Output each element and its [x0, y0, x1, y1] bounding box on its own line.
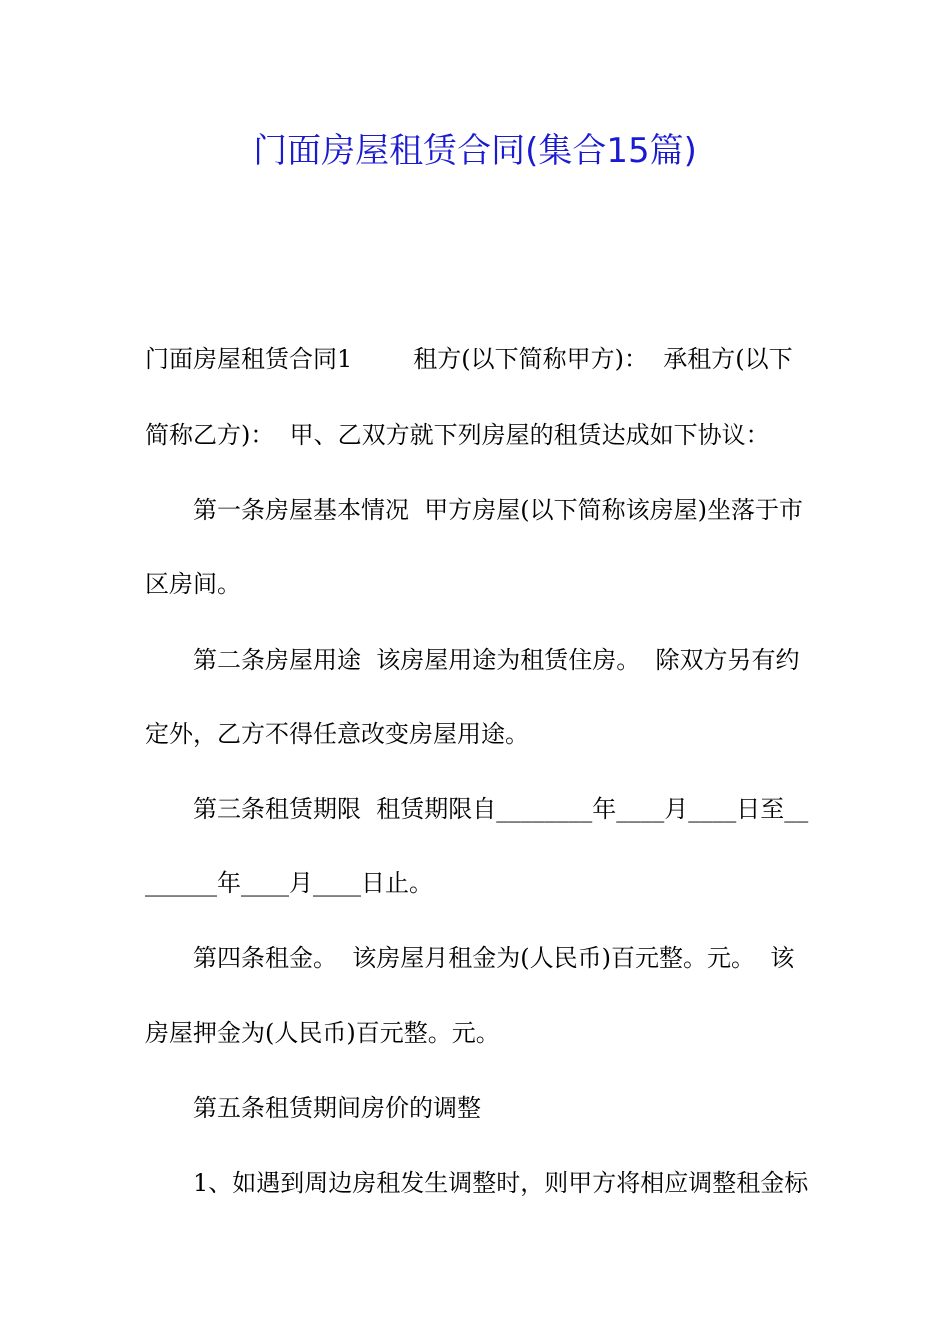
body-line: 定外，乙方不得任意改变房屋用途。	[145, 720, 529, 748]
body-line: ______年____月____日止。	[145, 869, 433, 897]
clause-5-heading: 第五条租赁期间房价的调整	[193, 1094, 481, 1122]
body-line: 门面房屋租赁合同1 租方(以下简称甲方)： 承租方(以下	[145, 345, 793, 373]
clause-3-heading: 第三条租赁期限 租赁期限自________年____月____日至__	[193, 795, 809, 823]
body-line: 区房间。	[145, 570, 241, 598]
document-title: 门面房屋租赁合同(集合15篇)	[253, 131, 697, 171]
body-line: 房屋押金为(人民币)百元整。元。	[145, 1019, 500, 1047]
clause-1-heading: 第一条房屋基本情况 甲方房屋(以下简称该房屋)坐落于市	[193, 496, 803, 524]
clause-4-heading: 第四条租金。 该房屋月租金为(人民币)百元整。元。 该	[193, 944, 795, 972]
body-line: 1、如遇到周边房租发生调整时，则甲方将相应调整租金标	[193, 1169, 809, 1197]
clause-2-heading: 第二条房屋用途 该房屋用途为租赁住房。 除双方另有约	[193, 646, 800, 674]
body-line: 简称乙方)： 甲、乙双方就下列房屋的租赁达成如下协议：	[145, 421, 770, 449]
